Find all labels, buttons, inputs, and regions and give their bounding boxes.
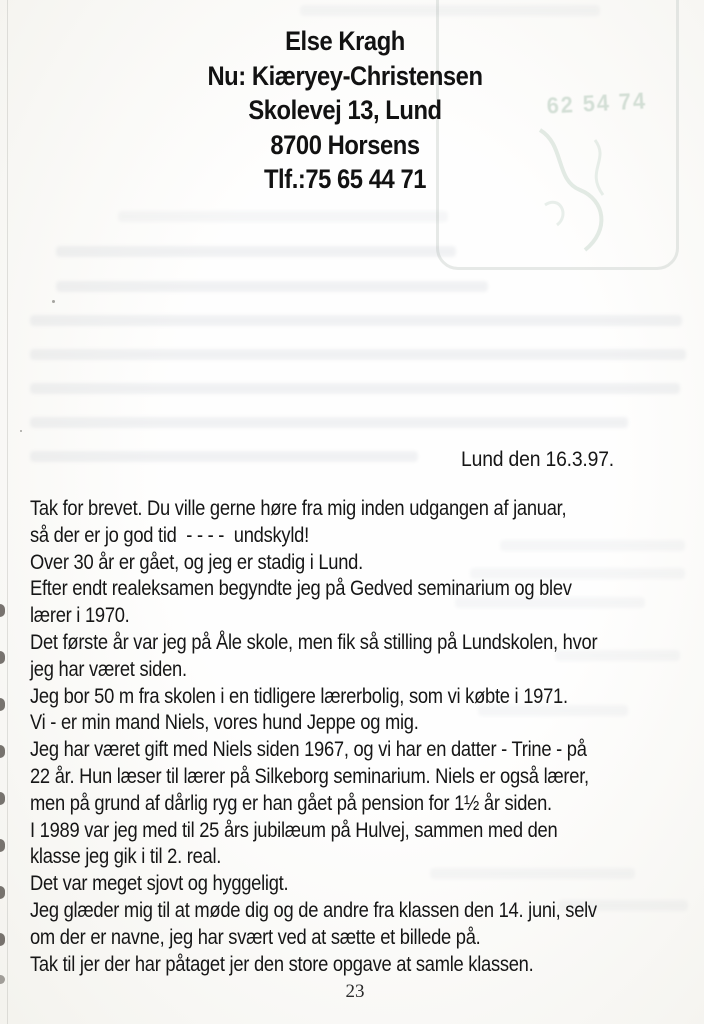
body-line: Tak til jer der har påtaget jer den store opgave at samle klassen. (30, 952, 534, 976)
bleedthrough-line (300, 5, 600, 16)
bleedthrough-line (30, 349, 686, 360)
left-edge-mark (0, 886, 5, 899)
body-line: Jeg bor 50 m fra skolen i en tidligere lærerbolig, som vi købte i 1971. (30, 684, 568, 708)
bleedthrough-phone-fragment: 62 54 74 (546, 87, 648, 119)
left-edge-mark (0, 933, 5, 946)
bleedthrough-line (30, 417, 628, 428)
left-edge-mark (0, 745, 5, 758)
body-line: Det var meget sjovt og hyggeligt. (30, 872, 289, 896)
bleedthrough-line (30, 383, 680, 394)
address-line: Skolevej 13, Lund (248, 95, 442, 125)
body-line: Det første år var jeg på Åle skole, men fik så stilling på Lundskolen, hvor (30, 630, 598, 654)
page-number: 23 (345, 981, 365, 1002)
body-line: men på grund af dårlig ryg er han gået på pension for 1½ år siden. (30, 791, 552, 815)
left-edge-mark (0, 792, 5, 805)
bleedthrough-line (56, 246, 456, 257)
body-line: klasse jeg gik i til 2. real. (30, 845, 222, 869)
left-edge-mark (0, 698, 5, 711)
body-line: jeg har været siden. (30, 657, 187, 681)
address-line: Nu: Kiæryey-Christensen (207, 60, 483, 91)
bleedthrough-line (118, 211, 448, 222)
body-line: Vi - er min mand Niels, vores hund Jeppe og mig. (30, 711, 419, 735)
scan-edge-line (7, 0, 8, 1024)
body-line: Jeg har været gift med Niels siden 1967, og vi har en datter - Trine - på (30, 738, 587, 762)
body-line: 22 år. Hun læser til lærer på Silkeborg seminarium. Niels er også lærer, (30, 764, 589, 788)
body-line: Efter endt realeksamen begyndte jeg på Gedved seminarium og blev (30, 577, 572, 601)
body-line: lærer i 1970. (30, 604, 130, 628)
address-line: Else Kragh (285, 26, 405, 56)
address-line: 8700 Horsens (270, 129, 420, 160)
sender-address-block (41, 24, 648, 197)
left-edge-mark (0, 604, 5, 617)
body-line: Tak for brevet. Du ville gerne høre fra mig inden udgangen af januar, (30, 497, 567, 520)
body-line: Over 30 år er gået, og jeg er stadig i Lund. (30, 550, 363, 574)
body-line: I 1989 var jeg med til 25 års jubilæum på Hulvej, sammen med den (30, 818, 558, 842)
ink-speck (52, 300, 55, 303)
ink-speck (20, 430, 22, 432)
letter-body (30, 496, 693, 978)
bleedthrough-line (30, 315, 682, 326)
address-line: Tlf.:75 65 44 71 (263, 164, 427, 194)
left-edge-mark (0, 651, 5, 664)
left-edge-mark (0, 839, 5, 852)
body-line: om der er navne, jeg har svært ved at sætte et billede på. (30, 925, 481, 949)
body-line: så der er jo god tid - - - - undskyld! (30, 523, 309, 547)
bleedthrough-line (56, 281, 488, 292)
body-line: Jeg glæder mig til at møde dig og de andre fra klassen den 14. juni, selv (30, 898, 597, 922)
date-line: Lund den 16.3.97. (461, 447, 614, 471)
